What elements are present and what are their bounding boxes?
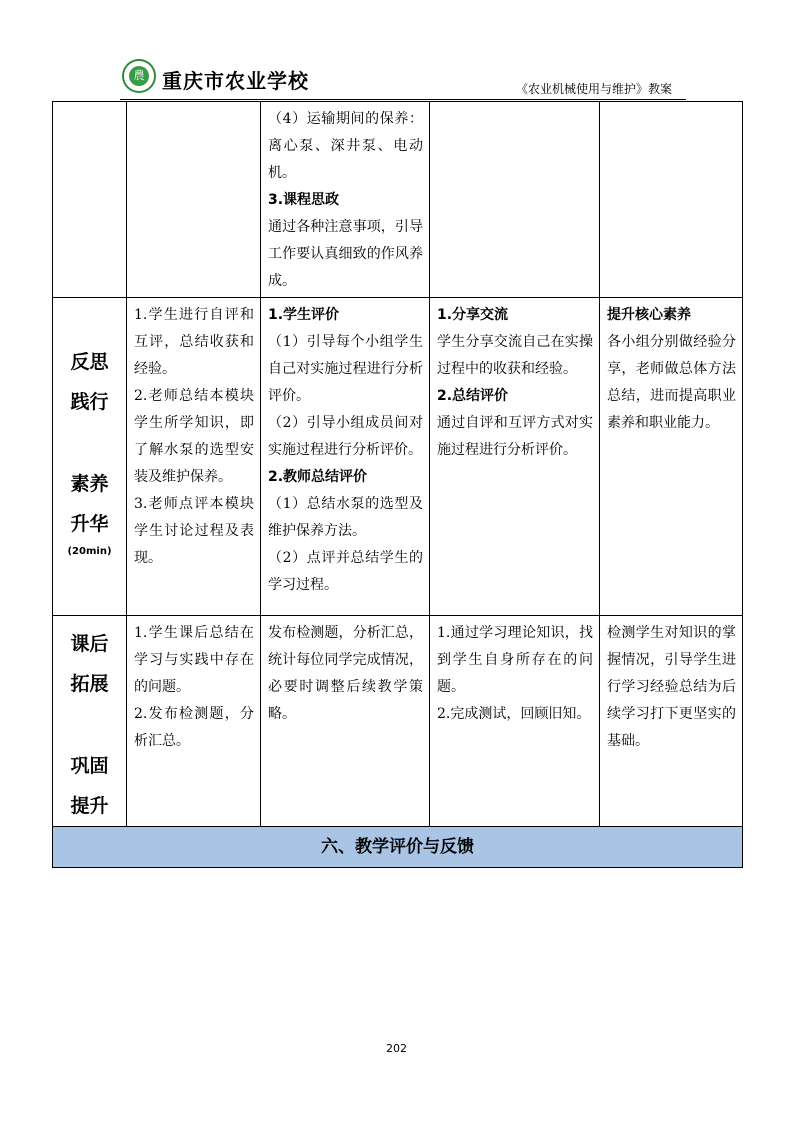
stage-label: 反思 bbox=[70, 351, 109, 373]
cell-paragraph: （1）引导每个小组学生自己对实施过程进行分析评价。 bbox=[268, 334, 423, 404]
cell-paragraph: 1.学生课后总结在学习与实践中存在的问题。 bbox=[134, 625, 254, 695]
cell-paragraph: 1.学生进行自评和互评，总结收获和经验。 bbox=[134, 307, 254, 377]
cell-paragraph: 2.完成测试，回顾旧知。 bbox=[437, 706, 591, 722]
stage-label: 提升 bbox=[70, 795, 109, 817]
stage-label: 课后 bbox=[70, 633, 109, 655]
stage-label: 拓展 bbox=[70, 673, 109, 695]
cell-paragraph: 1.分享交流 bbox=[437, 307, 509, 323]
cell-paragraph: 通过自评和互评方式对实施过程进行分析评价。 bbox=[437, 415, 593, 458]
content-cell-col4 bbox=[600, 298, 743, 616]
cell-paragraph: 2.老师总结本模块学生所学知识，即了解水泵的选型安装及维护保养。 bbox=[134, 388, 254, 485]
school-name: 重庆市农业学校 bbox=[162, 69, 309, 93]
content-cell-col1 bbox=[127, 298, 261, 616]
stage-label bbox=[53, 422, 126, 464]
lesson-plan-table bbox=[52, 101, 743, 868]
content-cell-col1 bbox=[127, 102, 261, 298]
cell-paragraph: （4）运输期间的保养：离心泵、深井泵、电动机。 bbox=[268, 111, 423, 181]
content-cell-col3 bbox=[430, 102, 600, 298]
stage-cell bbox=[53, 102, 127, 298]
cell-paragraph: 2.总结评价 bbox=[437, 388, 509, 404]
content-cell-col4 bbox=[600, 616, 743, 827]
stage-label: 素养 bbox=[70, 473, 109, 495]
stage-label: 升华 bbox=[70, 513, 109, 535]
cell-paragraph: （2）引导小组成员间对实施过程进行分析评价。 bbox=[268, 415, 423, 458]
content-cell-col4 bbox=[600, 102, 743, 298]
cell-paragraph: 1.通过学习理论知识，找到学生自身所存在的问题。 bbox=[437, 625, 593, 695]
stage-cell bbox=[53, 616, 127, 827]
cell-paragraph: 通过各种注意事项，引导工作要认真细致的作风养成。 bbox=[268, 219, 423, 289]
cell-paragraph: 检测学生对知识的掌握情况，引导学生进行学习经验总结为后续学习打下更坚实的基础。 bbox=[607, 625, 736, 749]
table-row bbox=[53, 298, 743, 616]
stage-label: 践行 bbox=[70, 391, 109, 413]
cell-paragraph: 2.教师总结评价 bbox=[268, 469, 368, 485]
content-cell-col1 bbox=[127, 616, 261, 827]
section-title: 六、教学评价与反馈 bbox=[53, 827, 743, 868]
cell-paragraph: （1）总结水泵的选型及维护保养方法。 bbox=[268, 496, 423, 539]
stage-cell bbox=[53, 298, 127, 616]
content-cell-col2 bbox=[261, 298, 430, 616]
cell-paragraph: 学生分享交流自己在实操过程中的收获和经验。 bbox=[437, 334, 593, 377]
stage-label: 巩固 bbox=[70, 755, 109, 777]
school-logo-icon: 農 bbox=[122, 59, 156, 93]
section-header-row bbox=[53, 827, 743, 868]
page-header bbox=[120, 57, 686, 99]
cell-paragraph: 3.课程思政 bbox=[268, 192, 340, 208]
page-number: 202 bbox=[386, 1042, 407, 1055]
stage-duration: (20min) bbox=[67, 546, 112, 557]
document-title: 《农业机械使用与维护》教案 bbox=[515, 82, 672, 96]
stage-label bbox=[53, 704, 126, 746]
table-row bbox=[53, 102, 743, 298]
cell-paragraph: 3.老师点评本模块学生讨论过程及表现。 bbox=[134, 496, 254, 566]
content-cell-col3 bbox=[430, 298, 600, 616]
content-cell-col3 bbox=[430, 616, 600, 827]
cell-paragraph: 各小组分别做经验分享，老师做总体方法总结，进而提高职业素养和职业能力。 bbox=[607, 334, 736, 431]
cell-paragraph: 提升核心素养 bbox=[607, 307, 691, 323]
header-divider bbox=[120, 99, 686, 100]
cell-paragraph: 2.发布检测题，分析汇总。 bbox=[134, 706, 254, 749]
cell-paragraph: 发布检测题，分析汇总，统计每位同学完成情况，必要时调整后续教学策略。 bbox=[268, 625, 423, 722]
table-row bbox=[53, 616, 743, 827]
cell-paragraph: （2）点评并总结学生的学习过程。 bbox=[268, 550, 423, 593]
content-cell-col2 bbox=[261, 102, 430, 298]
content-cell-col2 bbox=[261, 616, 430, 827]
cell-paragraph: 1.学生评价 bbox=[268, 307, 340, 323]
